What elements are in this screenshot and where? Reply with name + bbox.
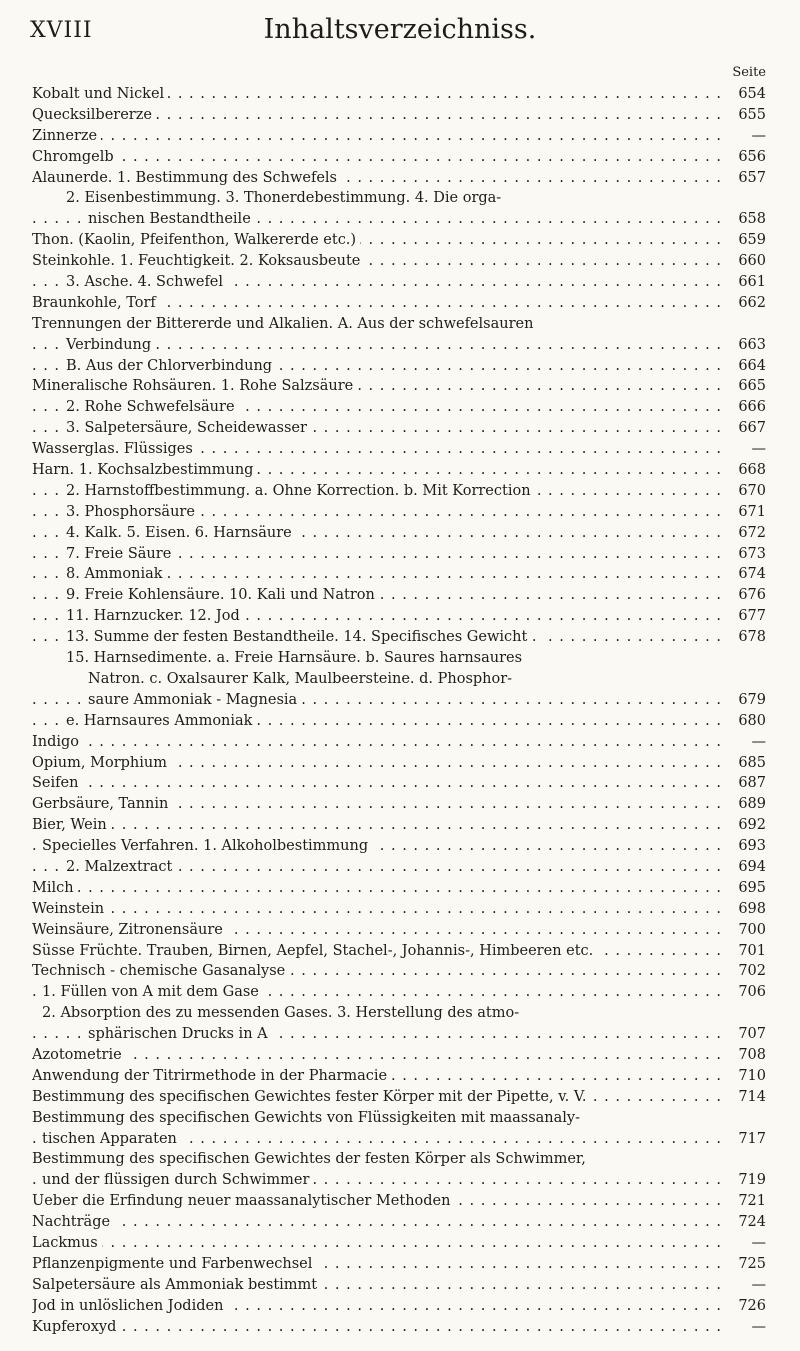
toc-entry-title: 1. Füllen von A mit dem Gase xyxy=(42,984,263,1000)
toc-entry-page: 664 xyxy=(726,356,766,377)
toc-entry-title: Bier, Wein xyxy=(32,817,111,833)
toc-entry xyxy=(32,773,766,794)
toc-entry xyxy=(32,878,766,899)
toc-entry-page: 680 xyxy=(726,711,766,732)
toc-entry-title: saure Ammoniak - Magnesia xyxy=(88,692,301,708)
toc-entry-title: Nachträge xyxy=(32,1214,114,1230)
toc-entry xyxy=(32,397,766,418)
toc-entry-title: Natron. c. Oxalsaurer Kalk, Maulbeersteine. d. Phosphor- xyxy=(88,671,516,687)
toc-entry xyxy=(32,1045,766,1066)
toc-entry-page: 670 xyxy=(726,481,766,502)
toc-entry xyxy=(32,376,766,397)
toc-entry xyxy=(32,690,766,711)
toc-entry-page: 658 xyxy=(726,209,766,230)
toc-entry-title: Zinnerze xyxy=(32,128,101,144)
toc-entry xyxy=(32,460,766,481)
toc-entry xyxy=(32,1254,766,1275)
toc-entry-page: 719 xyxy=(726,1170,766,1191)
toc-entry xyxy=(32,982,766,1003)
toc-entry xyxy=(32,732,766,753)
toc-entry xyxy=(32,314,766,335)
toc-entry-page: 707 xyxy=(726,1024,766,1045)
toc-entry-page: 693 xyxy=(726,836,766,857)
toc-entry-title: 15. Harnsedimente. a. Freie Harnsäure. b. Saures harnsaures xyxy=(66,650,526,666)
toc-entry xyxy=(32,481,766,502)
toc-entry-title: 4. Kalk. 5. Eisen. 6. Harnsäure xyxy=(66,525,296,541)
toc-entry xyxy=(32,794,766,815)
toc-entry xyxy=(32,1233,766,1254)
toc-entry xyxy=(32,1191,766,1212)
toc-entry xyxy=(32,1066,766,1087)
toc-entry xyxy=(32,1129,766,1150)
page-number-roman: XVIII xyxy=(30,18,93,43)
page-header xyxy=(30,12,770,52)
toc-entry-page: 674 xyxy=(726,564,766,585)
toc-entry xyxy=(32,920,766,941)
toc-entry-page: 679 xyxy=(726,690,766,711)
toc-entry xyxy=(32,711,766,732)
toc-entry-title: Specielles Verfahren. 1. Alkoholbestimmung xyxy=(42,838,372,854)
toc-entry-page: — xyxy=(726,1317,766,1338)
toc-entry xyxy=(32,418,766,439)
toc-entry-title: 2. Malzextract xyxy=(66,859,176,875)
toc-entry-title: sphärischen Drucks in A xyxy=(88,1026,272,1042)
toc-entry-page: 708 xyxy=(726,1045,766,1066)
toc-entry xyxy=(32,523,766,544)
toc-entry-title: 13. Summe der festen Bestandtheile. 14. Specifisches Gewicht . xyxy=(66,629,541,645)
toc-entry-page: 657 xyxy=(726,168,766,189)
toc-entry-page: — xyxy=(726,732,766,753)
toc-entry-page: 695 xyxy=(726,878,766,899)
toc-entry-title: Bestimmung des specifischen Gewichtes der festen Körper als Schwimmer, xyxy=(32,1151,590,1167)
toc-entry xyxy=(32,1024,766,1045)
toc-entry xyxy=(32,168,766,189)
toc-entry xyxy=(32,335,766,356)
toc-entry-title: Steinkohle. 1. Feuchtigkeit. 2. Koksausbeute xyxy=(32,253,364,269)
toc-entry-title: Braunkohle, Torf xyxy=(32,295,160,311)
toc-entry-page: 666 xyxy=(726,397,766,418)
toc-entry-title: Kupferoxyd xyxy=(32,1319,120,1335)
toc-entry-page: 689 xyxy=(726,794,766,815)
toc-entry-page: 673 xyxy=(726,544,766,565)
toc-entry xyxy=(32,961,766,982)
toc-entry-page: 654 xyxy=(726,84,766,105)
toc-entry-page: 725 xyxy=(726,1254,766,1275)
toc-entry-title: Seifen xyxy=(32,775,82,791)
toc-entry-page: — xyxy=(726,1233,766,1254)
toc-entry xyxy=(32,1170,766,1191)
toc-entry-page: 671 xyxy=(726,502,766,523)
toc-entry xyxy=(32,669,766,690)
toc-entry-page: 706 xyxy=(726,982,766,1003)
toc-entry xyxy=(32,564,766,585)
toc-entry xyxy=(32,1108,766,1129)
toc-entry-page: 692 xyxy=(726,815,766,836)
toc-entry-title: 3. Salpetersäure, Scheidewasser xyxy=(66,420,311,436)
toc-entry xyxy=(32,606,766,627)
toc-entry-page: 672 xyxy=(726,523,766,544)
toc-entry-title: Alaunerde. 1. Bestimmung des Schwefels xyxy=(32,170,341,186)
toc-entry xyxy=(32,815,766,836)
toc-entry-page: 660 xyxy=(726,251,766,272)
toc-entry-title: Süsse Früchte. Trauben, Birnen, Aepfel, Stachel-, Johannis-, Himbeeren etc. xyxy=(32,943,597,959)
toc-entry xyxy=(32,84,766,105)
toc-entry-title: 3. Asche. 4. Schwefel xyxy=(66,274,227,290)
toc-entry-title: Verbindung xyxy=(66,337,155,353)
toc-entry-page: — xyxy=(726,439,766,460)
toc-entry xyxy=(32,251,766,272)
toc-entry xyxy=(32,1087,766,1108)
toc-entry xyxy=(32,544,766,565)
toc-entry xyxy=(32,1317,766,1338)
toc-entry-title: Harn. 1. Kochsalzbestimmung xyxy=(32,462,257,478)
toc-entry-title: 8. Ammoniak xyxy=(66,566,167,582)
toc-entry-title: und der flüssigen durch Schwimmer xyxy=(42,1172,313,1188)
toc-entry-title: 2. Absorption des zu messenden Gases. 3. Herstellung des atmo- xyxy=(42,1005,523,1021)
toc-entry xyxy=(32,126,766,147)
toc-entry-title: Opium, Morphium xyxy=(32,755,171,771)
toc-entry xyxy=(32,502,766,523)
toc-entry-page: 700 xyxy=(726,920,766,941)
toc-entry-title: Wasserglas. Flüssiges xyxy=(32,441,197,457)
toc-entry-title: Technisch - chemische Gasanalyse xyxy=(32,963,289,979)
toc-entry xyxy=(32,857,766,878)
page-title: Inhaltsverzeichniss. xyxy=(263,14,537,45)
toc-entry-title: Thon. (Kaolin, Pfeifenthon, Walkererde etc.) xyxy=(32,232,360,248)
toc-entry xyxy=(32,188,766,209)
toc-entry-title: Azotometrie xyxy=(32,1047,126,1063)
toc-entry-page: 702 xyxy=(726,961,766,982)
toc-entry xyxy=(32,1212,766,1233)
toc-entry-title: tischen Apparaten xyxy=(42,1131,181,1147)
toc-entry-page: 698 xyxy=(726,899,766,920)
toc-entry-title: Pflanzenpigmente und Farbenwechsel xyxy=(32,1256,316,1272)
toc-entry-page: 677 xyxy=(726,606,766,627)
toc-entry-page: 685 xyxy=(726,753,766,774)
toc-entry-page: 678 xyxy=(726,627,766,648)
toc-entry-title: Chromgelb xyxy=(32,149,118,165)
toc-entry-page: 668 xyxy=(726,460,766,481)
toc-entry-title: Lackmus xyxy=(32,1235,102,1251)
toc-entry-title: Quecksilbererze xyxy=(32,107,156,123)
toc-entry xyxy=(32,293,766,314)
toc-entry-title: Trennungen der Bittererde und Alkalien. A. Aus der schwefelsauren xyxy=(32,316,537,332)
toc-entry-title: Kobalt und Nickel xyxy=(32,86,168,102)
toc-entry xyxy=(32,1003,766,1024)
toc-entry-page: 717 xyxy=(726,1129,766,1150)
toc-entry xyxy=(32,147,766,168)
toc-entry-title: Ueber die Erfindung neuer maassanalytischer Methoden xyxy=(32,1193,454,1209)
toc-entry-page: 667 xyxy=(726,418,766,439)
toc-entry-page: 665 xyxy=(726,376,766,397)
toc-entry-page: 663 xyxy=(726,335,766,356)
toc-entry xyxy=(32,272,766,293)
toc-entry xyxy=(32,105,766,126)
toc-entry-title: Indigo xyxy=(32,734,83,750)
toc-entry-title: Weinstein xyxy=(32,901,108,917)
toc-entry xyxy=(32,585,766,606)
toc-entry-page: 687 xyxy=(726,773,766,794)
toc-entry xyxy=(32,627,766,648)
toc-entry xyxy=(32,356,766,377)
toc-entry-title: 11. Harnzucker. 12. Jod xyxy=(66,608,244,624)
toc-entry xyxy=(32,899,766,920)
toc-entry-title: 7. Freie Säure xyxy=(66,546,175,562)
toc-entry-title: Jod in unlöslichen Jodiden xyxy=(32,1298,227,1314)
toc-entry xyxy=(32,439,766,460)
toc-entry-title: 2. Rohe Schwefelsäure xyxy=(66,399,239,415)
toc-entry xyxy=(32,836,766,857)
toc-entry xyxy=(32,753,766,774)
toc-entry-title: Bestimmung des specifischen Gewichtes fester Körper mit der Pipette, v. V. xyxy=(32,1089,590,1105)
toc-entry xyxy=(32,230,766,251)
toc-entry-title: Milch xyxy=(32,880,78,896)
toc-entry-page: 656 xyxy=(726,147,766,168)
toc-entry-page: 659 xyxy=(726,230,766,251)
toc-entry-title: 3. Phosphorsäure xyxy=(66,504,199,520)
toc-entry-page: — xyxy=(726,126,766,147)
toc-entry xyxy=(32,209,766,230)
seite-column-label: Seite xyxy=(732,65,766,80)
table-of-contents xyxy=(32,84,766,1337)
toc-entry xyxy=(32,1275,766,1296)
toc-entry-title: 2. Eisenbestimmung. 3. Thonerdebestimmung. 4. Die orga- xyxy=(66,190,505,206)
toc-entry-title: 9. Freie Kohlensäure. 10. Kali und Natron xyxy=(66,587,379,603)
toc-entry-title: e. Harnsaures Ammoniak xyxy=(66,713,256,729)
toc-entry-page: 661 xyxy=(726,272,766,293)
toc-entry-page: 676 xyxy=(726,585,766,606)
toc-entry-title: nischen Bestandtheile xyxy=(88,211,255,227)
toc-entry-page: 724 xyxy=(726,1212,766,1233)
toc-entry-title: B. Aus der Chlorverbindung xyxy=(66,358,276,374)
toc-entry-page: 726 xyxy=(726,1296,766,1317)
toc-entry-page: 655 xyxy=(726,105,766,126)
toc-entry-title: Anwendung der Titrirmethode in der Pharmacie xyxy=(32,1068,391,1084)
toc-entry-title: Weinsäure, Zitronensäure xyxy=(32,922,227,938)
toc-entry-title: Mineralische Rohsäuren. 1. Rohe Salzsäure xyxy=(32,378,357,394)
toc-entry xyxy=(32,941,766,962)
toc-entry-page: 714 xyxy=(726,1087,766,1108)
toc-entry-title: Bestimmung des specifischen Gewichts von Flüssigkeiten mit maassanaly- xyxy=(32,1110,584,1126)
toc-entry xyxy=(32,1149,766,1170)
toc-entry xyxy=(32,648,766,669)
toc-entry-title: 2. Harnstoffbestimmung. a. Ohne Korrection. b. Mit Korrection xyxy=(66,483,535,499)
toc-entry-page: 701 xyxy=(726,941,766,962)
toc-entry-page: 710 xyxy=(726,1066,766,1087)
toc-entry-page: 694 xyxy=(726,857,766,878)
toc-entry-title: Salpetersäure als Ammoniak bestimmt xyxy=(32,1277,321,1293)
toc-entry-page: 721 xyxy=(726,1191,766,1212)
toc-entry-page: 662 xyxy=(726,293,766,314)
toc-entry-page: — xyxy=(726,1275,766,1296)
toc-entry xyxy=(32,1296,766,1317)
toc-entry-title: Gerbsäure, Tannin xyxy=(32,796,172,812)
